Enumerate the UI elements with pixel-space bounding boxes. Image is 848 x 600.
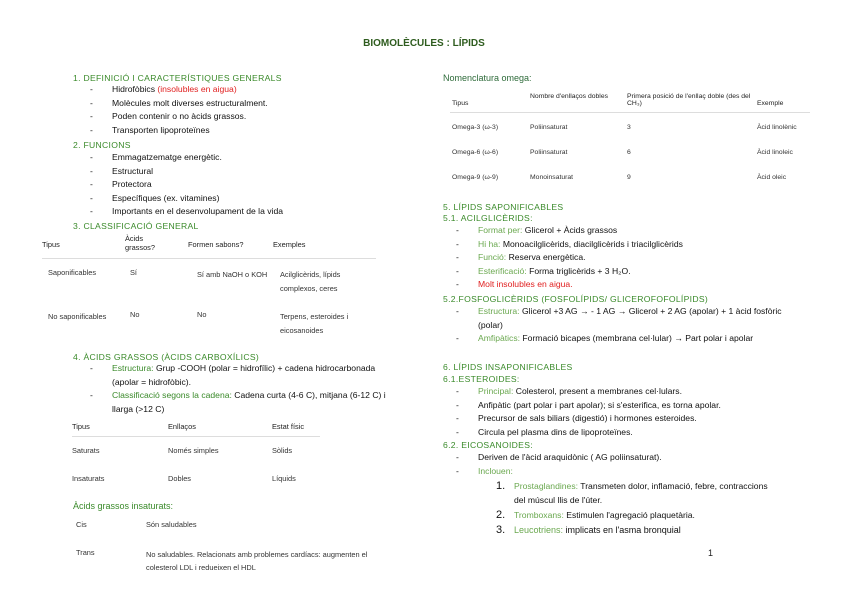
list-item: - Importants en el desenvolupament de la vida xyxy=(90,206,284,217)
section-3-heading: 3. CLASSIFICACIÓ GENERAL xyxy=(73,221,199,231)
section-6-1-list xyxy=(456,385,806,439)
list-item: - Format per: Glicerol + Àcids grassos xyxy=(456,225,618,235)
list-item: - Anfipàtic (part polar i part apolar); si s'esterifica, es torna apolar. xyxy=(456,399,721,410)
section-4-list xyxy=(90,362,400,416)
table-header: Enllaços xyxy=(168,422,196,431)
section-5-heading: 5. LÍPIDS SAPONIFICABLES xyxy=(443,202,564,212)
table-cell: Terpens, esteroides i eicosanoides xyxy=(280,312,349,335)
list-item: 2. Tromboxans: Estimulen l'agregació plaquetària. xyxy=(496,509,695,521)
table-cell: No xyxy=(197,310,207,319)
table-header: Tipus xyxy=(72,422,90,431)
table-header: Exemples xyxy=(273,240,306,249)
section-5-1-list xyxy=(456,224,806,292)
omega-heading: Nomenclatura omega: xyxy=(443,73,532,83)
table-cell: Saturats xyxy=(72,446,100,455)
table-cell: Poliinsaturat xyxy=(530,149,568,156)
page-number: 1 xyxy=(708,548,714,558)
list-item: - Específiques (ex. vitamines) xyxy=(90,192,220,203)
list-item: - Esterificació: Forma triglicèrids + 3 H₂O. xyxy=(456,265,631,276)
table-cell: Sí amb NaOH o KOH xyxy=(197,270,268,279)
table-cell: Cis xyxy=(76,520,87,529)
table-cell: Omega-3 (ω-3) xyxy=(452,124,499,131)
list-item: - Poden contenir o no àcids grassos. xyxy=(90,111,247,122)
list-item: - Molt insolubles en aigua. xyxy=(456,279,573,290)
section-1-heading: 1. DEFINICIÓ I CARACTERÍSTIQUES GENERALS xyxy=(73,73,282,83)
list-item: - Molècules molt diverses estructuralment. xyxy=(90,97,268,108)
list-item: - Transporten lipoproteïnes xyxy=(90,124,210,135)
list-item: - Circula pel plasma dins de lipoproteïnes. xyxy=(456,426,633,437)
table-header: Nombre d'enllaços dobles xyxy=(530,93,608,100)
list-item: - Classificació segons la cadena: Cadena curta (4-6 C), mitjana (6-12 C) i llarga (>12 C) xyxy=(90,390,386,414)
table-cell: Acilglicèrids, lípids complexos, ceres xyxy=(280,270,341,293)
table-cell: 6 xyxy=(627,149,631,156)
table-header: Formen sabons? xyxy=(188,240,244,249)
list-item: - Funció: Reserva energètica. xyxy=(456,252,586,263)
eicosanoid-numbered-list xyxy=(496,479,776,537)
table-cell: No saludables. Relacionats amb problemes cardíacs: augmenten el colesterol LDL i redueixen el HDL xyxy=(146,550,368,572)
list-item: - Precursor de sals biliars (digestió) i hormones esteroides. xyxy=(456,413,697,424)
table-cell: Àcid linolènic xyxy=(757,124,797,131)
list-item: - Inclouen: xyxy=(456,465,513,476)
section-2-heading: 2. FUNCIONS xyxy=(73,140,131,150)
table-cell: Monoinsaturat xyxy=(530,174,574,181)
list-item: - Principal: Colesterol, present a membranes cel·lulars. xyxy=(456,386,682,396)
section-6-heading: 6. LÍPIDS INSAPONIFICABLES xyxy=(443,362,573,372)
table-cell: Dobles xyxy=(168,474,192,483)
table-header: Estat físic xyxy=(272,422,305,431)
divider xyxy=(42,258,376,259)
section-5-1-heading: 5.1. ACILGLICÈRIDS: xyxy=(443,213,533,223)
table-cell: Omega-9 (ω-9) xyxy=(452,174,499,181)
list-item: 3. Leucotriens: implicats en l'asma bronquial xyxy=(496,524,681,536)
table-cell: 3 xyxy=(627,124,631,131)
table-cell: Sí xyxy=(130,268,137,277)
section-5-2-heading: 5.2.FOSFOGLICÈRIDS (FOSFOLÍPIDS/ GLICEROFOFOLÍPIDS) xyxy=(443,294,709,304)
list-item: - Estructura: Grup -COOH (polar = hidrofílic) + cadena hidrocarbonada (apolar = hidrofòbic). xyxy=(90,363,376,387)
section-5-2-list xyxy=(456,305,786,346)
classification-table xyxy=(0,234,400,334)
table-cell: Trans xyxy=(76,548,95,557)
divider xyxy=(72,436,320,437)
page-title: BIOMOLÈCULES : LÍPIDS xyxy=(363,38,485,49)
omega-table xyxy=(450,88,820,188)
table-cell: 9 xyxy=(627,174,631,181)
table-cell: Omega-6 (ω-6) xyxy=(452,149,499,156)
table-cell: Només simples xyxy=(168,446,219,455)
table-cell: Saponificables xyxy=(48,268,97,277)
table-cell: Sòlids xyxy=(272,446,293,455)
section-6-1-heading: 6.1.ESTEROIDES: xyxy=(443,374,520,384)
table-cell: Són saludables xyxy=(146,520,197,529)
section-2-list xyxy=(90,151,420,219)
section-1-list xyxy=(90,83,420,137)
list-item: - Emmagatzematge energètic. xyxy=(90,152,222,162)
section-6-2-list xyxy=(456,451,806,478)
table-header: Tipus xyxy=(42,240,60,249)
section-4-heading: 4. ÀCIDS GRASSOS (ÀCIDS CARBOXÍLICS) xyxy=(73,352,260,362)
list-item: - Protectora xyxy=(90,179,152,190)
table-cell: No saponificables xyxy=(48,312,107,321)
table-cell: Àcid oleic xyxy=(757,174,787,181)
list-item: 1. Prostaglandines: Transmeten dolor, inflamació, febre, contraccions del múscul llis de l'úter. xyxy=(496,480,768,505)
list-item: - Hi ha: Monoacilglicèrids, diacilglicèrids i triacilglicèrids xyxy=(456,238,683,249)
list-item: - Deriven de l'àcid araquidònic ( AG poliinsaturat). xyxy=(456,452,662,462)
unsaturated-table xyxy=(76,518,396,578)
divider xyxy=(450,112,810,113)
table-cell: Poliinsaturat xyxy=(530,124,568,131)
table-cell: Insaturats xyxy=(72,474,105,483)
list-item: - Estructura: Glicerol +3 AG → - 1 AG → Glicerol + 2 AG (apolar) + 1 àcid fosfòric (polar) xyxy=(456,306,782,330)
list-item: - Hidrofòbics (insolubles en aigua) xyxy=(90,84,237,94)
table-header: Primera posició de l'enllaç doble (des del CH₃) xyxy=(627,93,751,107)
table-header: Tipus xyxy=(452,100,469,107)
table-cell: Àcid linoleic xyxy=(757,149,793,156)
section-6-2-heading: 6.2. EICOSANOIDES: xyxy=(443,440,533,450)
list-item: - Estructural xyxy=(90,165,154,176)
fatty-acid-table xyxy=(72,422,392,492)
list-item: - Amfipàtics: Formació bicapes (membrana cel·lular) → Part polar i apolar xyxy=(456,333,754,344)
table-header: Àcids grassos? xyxy=(125,234,155,252)
unsaturated-heading: Àcids grassos insaturats: xyxy=(73,501,174,511)
table-cell: No xyxy=(130,310,140,319)
table-cell: Líquids xyxy=(272,474,296,483)
table-header: Exemple xyxy=(757,100,784,107)
